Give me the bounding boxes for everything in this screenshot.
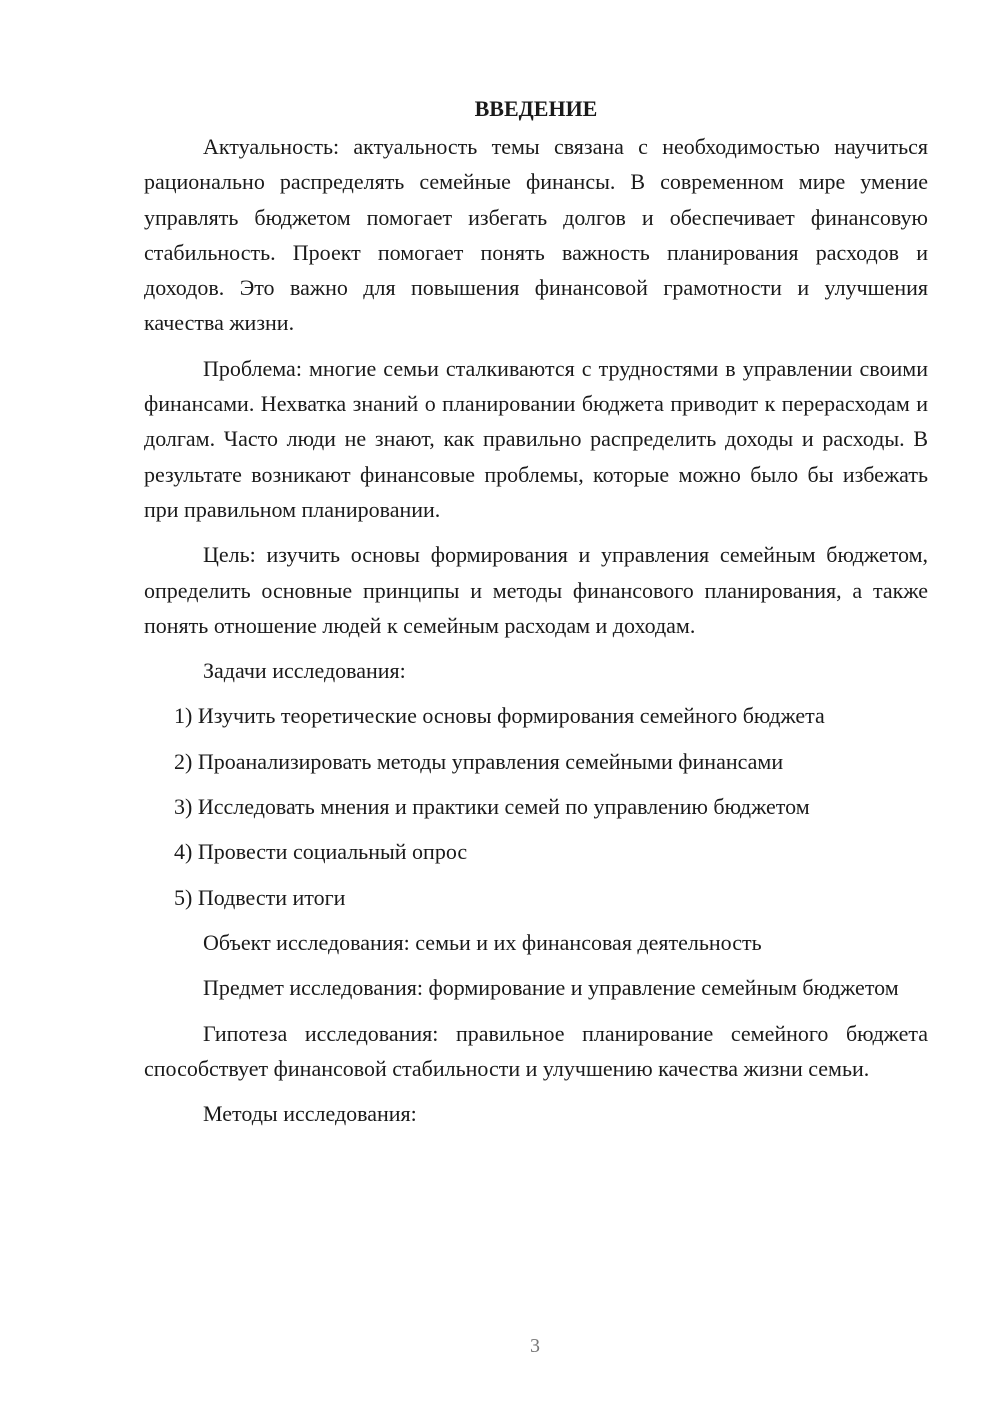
tasks-list (144, 698, 928, 914)
subject-paragraph: Предмет исследования: формирование и управление семейным бюджетом (203, 975, 899, 1001)
document-page (144, 90, 928, 1141)
object-paragraph: Объект исследования: семьи и их финансовая деятельность (203, 929, 762, 955)
methods-label: Методы исследования: (203, 1101, 417, 1127)
list-item: 1) Изучить теоретические основы формирования семейного бюджета (174, 703, 825, 729)
page-title: ВВЕДЕНИЕ (474, 96, 598, 121)
goal-paragraph: Цель: изучить основы формирования и управления семейным бюджетом, определить основные принципы и методы финансового планирования, а также понять отношение людей к семейным расходам и доходам. (144, 542, 928, 638)
list-item: 5) Подвести итоги (174, 884, 346, 910)
list-item: 3) Исследовать мнения и практики семей по управлению бюджетом (174, 794, 810, 820)
relevance-paragraph: Актуальность: актуальность темы связана с необходимостью научиться рационально распределять семейные финансы. В современном мире умение управлять бюджетом помогает избегать долгов и обеспечивает финансовую стабильность. Проект помогает понять важность планирования расходов и доходов. Это важно для повышения финансовой грамотности и улучшения качества жизни. (144, 134, 928, 336)
list-item: 4) Провести социальный опрос (174, 839, 468, 865)
problem-paragraph: Проблема: многие семьи сталкиваются с трудностями в управлении своими финансами. Нехватка знаний о планировании бюджета приводит к перерасходам и долгам. Часто люди не знают, как правильно распределить доходы и расходы. В результате возникают финансовые проблемы, которые можно было бы избежать при правильном планировании. (144, 355, 928, 522)
hypothesis-paragraph: Гипотеза исследования: правильное планирование семейного бюджета способствует финансовой стабильности и улучшению качества жизни семьи. (144, 1020, 928, 1081)
page-number: 3 (530, 1335, 540, 1357)
tasks-label: Задачи исследования: (203, 658, 406, 684)
list-item: 2) Проанализировать методы управления семейными финансами (174, 748, 784, 774)
